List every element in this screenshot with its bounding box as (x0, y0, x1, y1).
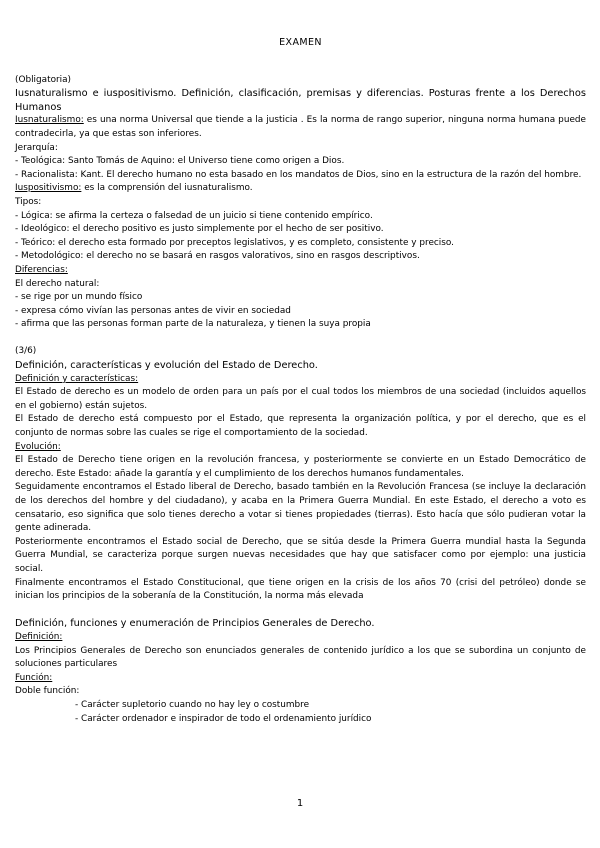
estado-definition-paragraph: El Estado de derecho está compuesto por el Estado, que representa la organización política, y por el derecho, que es el conjunto de normas sobre las cuales se rige el comportamiento de la sociedad. (15, 414, 586, 439)
iusnaturalismo-paragraph (15, 114, 586, 141)
iuspositivismo-term: Iuspositivismo: (15, 183, 82, 194)
estado-definition-paragraph: El Estado de derecho es un modelo de orden para un país por el cual todos los miembros de una sociedad (incluidos aquellos en el gobierno) están sujetos. (15, 387, 586, 411)
derecho-natural-item: - expresa cómo vivían las personas antes de vivir en sociedad (15, 305, 291, 316)
principios-definition: Los Principios Generales de Derecho son enunciados generales de contenido jurídico a los que se subordina un conjunto de soluciones particulares (15, 645, 586, 670)
derecho-natural-item: - afirma que las personas forman parte de la naturaleza, y tienen la suya propia (15, 319, 371, 330)
section2-heading: Definición, características y evolución del Estado de Derecho. (15, 360, 318, 372)
section-gap (15, 332, 586, 346)
jerarquia-item: - Racionalista: Kant. El derecho humano no esta basado en los mandatos de Dios, sino en la estructura de la razón del hombre. (15, 169, 582, 180)
derecho-natural-label: El derecho natural: (15, 278, 100, 289)
jerarquia-label: Jerarquía: (15, 142, 58, 153)
tipos-item: - Metodológico: el derecho no se basará en rasgos valorativos, sino en rasgos descriptivos. (15, 251, 420, 262)
funcion-item: - Carácter supletorio cuando no hay ley o costumbre (75, 699, 310, 710)
evolucion-paragraph: El Estado de Derecho tiene origen en la revolución francesa, y posteriormente se convierte en un Estado Democrático de derecho. Este Estado: añade la garantía y el cumplimiento de los derechos humanos fundamentales. (15, 455, 586, 479)
section1-heading: Iusnaturalismo e iuspositivismo. Definición, clasificación, premisas y diferencias. Posturas frente a los Derechos Humanos (15, 88, 586, 113)
iuspositivismo-paragraph (15, 182, 586, 196)
document-page (15, 36, 586, 726)
doble-funcion-label: Doble función: (15, 686, 80, 697)
derecho-natural-item: - se rige por un mundo físico (15, 292, 143, 303)
tipos-item: - Lógica: se afirma la certeza o falsedad de un juicio si tiene contenido empírico. (15, 210, 373, 221)
section1-tag: (Obligatoria) (15, 74, 72, 85)
page-number: 1 (296, 798, 304, 809)
funcion-item: - Carácter ordenador e inspirador de todo el ordenamiento jurídico (75, 713, 372, 724)
definicion-label: Definición: (15, 631, 63, 642)
iusnaturalismo-term: Iusnaturalismo: (15, 115, 84, 126)
funcion-label: Función: (15, 672, 53, 683)
section2-tag: (3/6) (15, 346, 37, 357)
iusnaturalismo-definition: es una norma Universal que tiende a la justicia . Es la norma de rango superior, ninguna norma humana puede contradecirla, ya que estas son inferiores. (15, 115, 586, 139)
evolucion-paragraph: Seguidamente encontramos el Estado liberal de Derecho, basado también en la Revolución Francesa (se incluye la declaración de los derechos del hombre y del ciudadano), y acaba en la Primera Guerra Mundial. En este Estado, el derecho a voto es censatario, eso significa que solo tienes derecho a votar si tienes propiedades (tierras). Esto hacía que sólo pudieran votar la gente adinerada. (15, 482, 586, 534)
evolucion-paragraph: Finalmente encontramos el Estado Constitucional, que tiene origen en la crisis de los años 70 (crisi del petróleo) donde se inician los principios de la soberanía de la Constitución, la norma más elevada (15, 577, 586, 602)
tipos-label: Tipos: (15, 196, 42, 207)
iuspositivismo-definition: es la comprensión del iusnaturalismo. (81, 183, 253, 194)
tipos-item: - Ideológico: el derecho positivo es justo simplemente por el hecho de ser positivo. (15, 224, 384, 235)
evolucion-paragraph: Posteriormente encontramos el Estado social de Derecho, que se sitúa desde la Primera Guerra mundial hasta la Segunda Guerra Mundial, se caracteriza porque surgen nuevas necesidades que hay que satisfacer como por ejemplo: una justicia social. (15, 536, 586, 574)
document-title: EXAMEN (279, 37, 322, 48)
evolucion-label: Evolución: (15, 441, 61, 452)
tipos-item: - Teórico: el derecho esta formado por preceptos legislativos, y es completo, consistente y preciso. (15, 237, 454, 248)
diferencias-label: Diferencias: (15, 264, 68, 275)
section3-heading: Definición, funciones y enumeración de Principios Generales de Derecho. (15, 618, 375, 630)
section-gap (15, 604, 586, 618)
definicion-caracteristicas-label: Definición y características: (15, 373, 139, 384)
jerarquia-item: - Teológica: Santo Tomás de Aquino: el Universo tiene como origen a Dios. (15, 156, 345, 167)
